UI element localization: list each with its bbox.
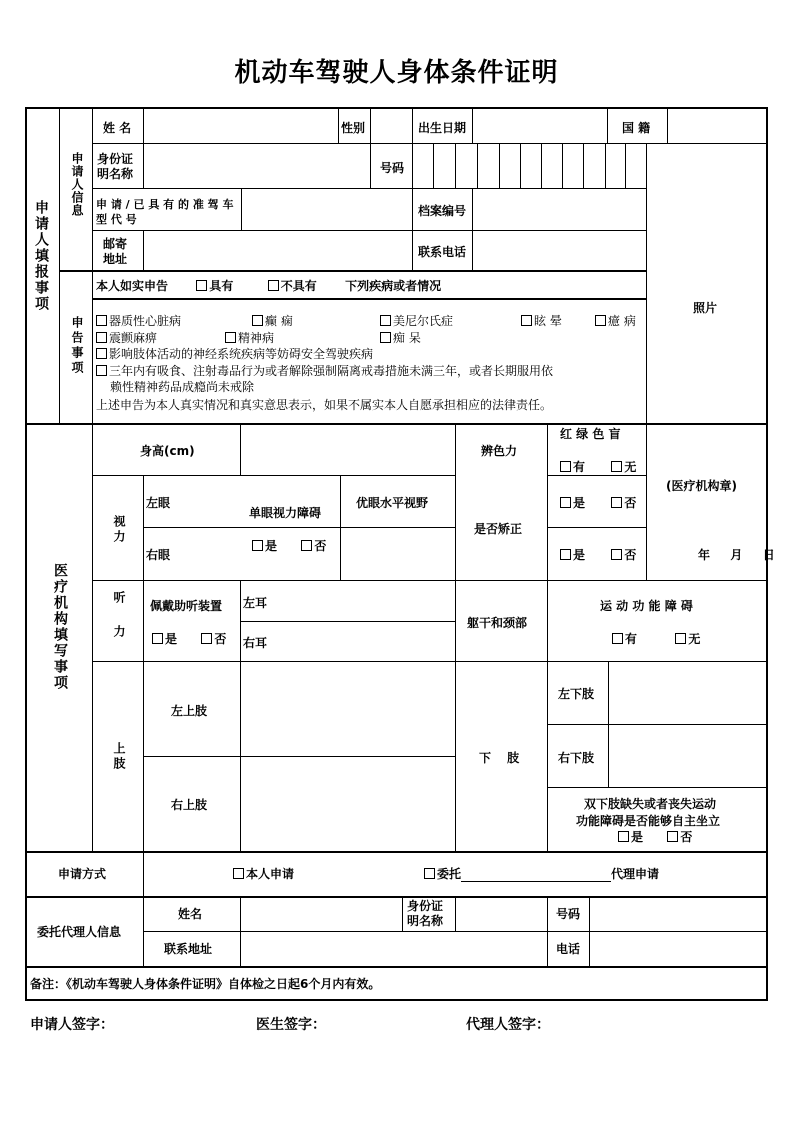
grid-line (92, 298, 646, 300)
agent-id-doc-label: 身份证明名称 (407, 899, 444, 928)
grid-line (472, 107, 473, 143)
left-lower-limb-label: 左下肢 (558, 687, 595, 701)
checkbox-tremor[interactable] (96, 332, 107, 343)
grid-line (562, 143, 563, 188)
checkbox-left-no[interactable] (611, 497, 622, 508)
grid-line (92, 230, 646, 231)
color-blind-label: 红 绿 色 盲 (560, 427, 621, 441)
checkbox-not-have[interactable] (268, 280, 279, 291)
left-yes-label: 是 (573, 496, 586, 510)
grid-line (547, 527, 646, 528)
hearing-label: 听力 (112, 591, 126, 659)
checkbox-heart[interactable] (96, 315, 107, 326)
id-doc-label: 身份证明名称 (97, 152, 134, 181)
applicant-signature-label: 申请人签字： (30, 1017, 114, 1033)
declare-have: 具有 (209, 279, 234, 293)
grid-line (520, 143, 521, 188)
birth-label: 出生日期 (418, 121, 467, 135)
disease-mental[interactable] (225, 331, 274, 346)
validity-note: 备注：《机动车驾驶人身体条件证明》自体检之日起6个月内有效。 (30, 977, 381, 991)
grid-line (338, 107, 339, 143)
name-label: 姓 名 (103, 121, 132, 135)
grid-line (240, 423, 241, 475)
checkbox-mental[interactable] (225, 332, 236, 343)
disease-meniere[interactable] (380, 314, 453, 329)
grid-line (412, 107, 413, 143)
disease-epilepsy-label: 癫 痫 (265, 314, 293, 328)
checkbox-self-apply[interactable] (233, 868, 244, 879)
grid-line (143, 230, 144, 270)
lower-limb-label: 下 肢 (479, 751, 526, 765)
grid-line (499, 143, 500, 188)
checkbox-color-none[interactable] (611, 461, 622, 472)
disease-tremor[interactable] (96, 331, 157, 346)
trunk-neck-label: 躯干和颈部 (467, 616, 528, 630)
visual-field-label: 优眼水平视野 (356, 496, 429, 510)
corrected-left-options (560, 496, 636, 511)
checkbox-sit-no[interactable] (667, 831, 678, 842)
disease-meniere-label: 美尼尔氏症 (393, 314, 454, 328)
color-blind-options (560, 460, 636, 475)
section-applicant-label: 申请人填报事项 (33, 200, 49, 312)
left-ear-label: 左耳 (243, 596, 268, 610)
agent-apply-label: 代理申请 (611, 867, 660, 881)
agent-name-blank[interactable] (461, 869, 611, 882)
checkbox-motor-none[interactable] (675, 633, 686, 644)
checkbox-entrust[interactable] (424, 868, 435, 879)
checkbox-epilepsy[interactable] (252, 315, 263, 326)
grid-line (143, 756, 455, 757)
grid-line (92, 661, 766, 662)
disease-dementia-label: 痴 呆 (393, 331, 421, 345)
grid-line (583, 143, 584, 188)
checkbox-aid-no[interactable] (201, 633, 212, 644)
license-class-label: 申 请 / 已 具 有 的 准 驾 车 型 代 号 (96, 198, 234, 226)
grid-line (547, 661, 548, 851)
entrust-option (424, 867, 659, 882)
agent-number-label: 号码 (556, 907, 581, 921)
grid-line (240, 896, 241, 966)
date-month-label: 月 (730, 548, 743, 562)
disease-neuro[interactable] (96, 347, 373, 362)
color-have-label: 有 (573, 460, 586, 474)
hearing-aid-label: 佩戴助听装置 (150, 599, 223, 613)
checkbox-mono-no[interactable] (301, 540, 312, 551)
grid-line (59, 107, 60, 423)
grid-line (402, 896, 403, 931)
group-declaration-label: 申告事项 (70, 316, 84, 376)
grid-line (589, 896, 590, 966)
date-day-label: 日 (762, 548, 775, 562)
disease-mental-label: 精神病 (238, 331, 275, 345)
both-lower-text-1: 双下肢缺失或者丧失运动 (584, 797, 717, 811)
disease-drug[interactable] (96, 364, 553, 379)
name-value-field[interactable] (145, 110, 335, 143)
left-eye-label: 左眼 (146, 496, 171, 510)
date-year-label: 年 (698, 548, 711, 562)
mono-yes-label: 是 (265, 539, 278, 553)
declare-prefix: 本人如实申告 (96, 279, 169, 293)
grid-line (455, 896, 456, 931)
grid-line (667, 107, 668, 143)
grid-line (607, 107, 608, 143)
grid-line (370, 107, 371, 143)
hearing-aid-options (152, 632, 226, 647)
entrust-label: 委托 (437, 867, 462, 881)
section-medical-label: 医疗机构填写事项 (52, 563, 68, 691)
stamp-date (698, 548, 775, 563)
self-apply-label: 本人申请 (246, 867, 295, 881)
grid-line (92, 143, 766, 144)
file-number-label: 档案编号 (418, 204, 467, 218)
grid-line (455, 143, 456, 188)
disease-neuro-label: 影响肢体活动的神经系统疾病等妨碍安全驾驶疾病 (109, 347, 374, 361)
grid-line (92, 188, 646, 189)
grid-line (646, 143, 647, 423)
checkbox-sit-yes[interactable] (618, 831, 629, 842)
declaration-line (96, 279, 441, 294)
disease-tremor-label: 震颤麻痹 (109, 331, 158, 345)
checkbox-mono-yes[interactable] (252, 540, 263, 551)
upper-limb-label: 上肢 (112, 742, 126, 772)
grid-line (370, 143, 371, 188)
corrected-label: 是否矫正 (474, 522, 523, 536)
right-no-label: 否 (624, 548, 637, 562)
checkbox-neuro[interactable] (96, 348, 107, 359)
checkbox-right-no[interactable] (611, 549, 622, 560)
left-no-label: 否 (624, 496, 637, 510)
color-none-label: 无 (624, 460, 637, 474)
grid-line (412, 143, 413, 188)
motor-options (612, 632, 700, 647)
checkbox-meniere[interactable] (380, 315, 391, 326)
grid-line (455, 423, 456, 580)
checkbox-color-have[interactable] (560, 461, 571, 472)
address-label: 邮寄地址 (103, 237, 128, 266)
grid-line (25, 107, 768, 109)
right-eye-label: 右眼 (146, 548, 171, 562)
checkbox-aid-yes[interactable] (152, 633, 163, 644)
grid-line (92, 107, 93, 423)
grid-line (412, 188, 413, 270)
apply-method-label: 申请方式 (58, 867, 107, 881)
checkbox-motor-have[interactable] (612, 633, 623, 644)
grid-line (547, 787, 766, 788)
group-applicant-info-label: 申请人信息 (70, 152, 84, 217)
id-number-label: 号码 (380, 161, 405, 175)
grid-line (547, 423, 548, 580)
grid-line (472, 188, 473, 270)
agent-signature-label: 代理人签字： (466, 1017, 550, 1033)
grid-line (547, 475, 646, 476)
declaration-statement: 上述申告为本人真实情况和真实意思表示，如果不属实本人自愿承担相应的法律责任。 (96, 398, 553, 412)
checkbox-drug[interactable] (96, 365, 107, 376)
motor-impairment-label: 运 动 功 能 障 碍 (600, 599, 693, 613)
both-lower-text-2: 功能障碍是否能够自主坐立 (576, 814, 721, 828)
doctor-signature-label: 医生签字： (256, 1017, 326, 1033)
aid-no-label: 否 (214, 632, 227, 646)
grid-line (455, 580, 456, 661)
agent-name-label: 姓名 (178, 907, 203, 921)
agent-info-label: 委托代理人信息 (37, 925, 122, 939)
grid-line (340, 527, 455, 528)
disease-hysteria-label: 癔 病 (608, 314, 636, 328)
mono-vision-label: 单眼视力障碍 (249, 506, 322, 520)
grid-line (477, 143, 478, 188)
disease-epilepsy[interactable] (252, 314, 293, 329)
checkbox-left-yes[interactable] (560, 497, 571, 508)
grid-line (25, 851, 766, 853)
disease-heart[interactable] (96, 314, 181, 329)
checkbox-dementia[interactable] (380, 332, 391, 343)
disease-drug-label-2: 赖性精神药品成瘾尚未戒除 (110, 380, 255, 394)
stamp-label: (医疗机构章) (666, 479, 737, 493)
right-upper-limb-label: 右上肢 (171, 798, 208, 812)
color-vision-label: 辨色力 (481, 444, 518, 458)
grid-line (143, 107, 144, 143)
vision-label: 视力 (112, 515, 126, 545)
grid-line (143, 851, 144, 966)
gender-label: 性别 (341, 121, 366, 135)
self-apply-option (233, 867, 294, 882)
disease-vertigo-label: 眩 晕 (534, 314, 562, 328)
nationality-label: 国 籍 (622, 121, 651, 135)
grid-line (25, 423, 766, 425)
checkbox-right-yes[interactable] (560, 549, 571, 560)
grid-line (59, 270, 646, 272)
disease-vertigo[interactable] (521, 314, 562, 329)
mono-no-label: 否 (314, 539, 327, 553)
grid-line (92, 580, 766, 581)
grid-line (241, 188, 242, 230)
grid-line (143, 931, 766, 932)
right-lower-limb-label: 右下肢 (558, 751, 595, 765)
grid-line (92, 423, 93, 851)
grid-line (240, 621, 455, 622)
aid-yes-label: 是 (165, 632, 178, 646)
grid-line (143, 580, 144, 661)
grid-line (433, 143, 434, 188)
height-label: 身高(cm) (140, 444, 195, 458)
disease-hysteria[interactable] (595, 314, 636, 329)
grid-line (25, 107, 27, 1000)
disease-drug-label-1: 三年内有吸食、注射毒品行为或者解除强制隔离戒毒措施未满三年，或者长期服用依 (109, 364, 554, 378)
grid-line (25, 896, 766, 898)
sit-no-label: 否 (680, 830, 693, 844)
grid-line (605, 143, 606, 188)
grid-line (143, 143, 144, 188)
grid-line (92, 475, 455, 476)
grid-line (25, 966, 766, 968)
motor-none-label: 无 (688, 632, 701, 646)
motor-have-label: 有 (625, 632, 638, 646)
grid-line (646, 423, 647, 580)
grid-line (455, 661, 456, 851)
disease-heart-label: 器质性心脏病 (109, 314, 182, 328)
grid-line (547, 724, 766, 725)
disease-dementia[interactable] (380, 331, 421, 346)
checkbox-hysteria[interactable] (595, 315, 606, 326)
agent-address-label: 联系地址 (164, 942, 213, 956)
grid-line (25, 999, 768, 1001)
grid-line (547, 896, 548, 966)
declare-suffix: 下列疾病或者情况 (345, 279, 442, 293)
sit-yes-label: 是 (631, 830, 644, 844)
declare-not-have: 不具有 (280, 279, 317, 293)
right-yes-label: 是 (573, 548, 586, 562)
photo-label: 照片 (693, 301, 718, 315)
grid-line (625, 143, 626, 188)
agent-phone-label: 电话 (556, 942, 581, 956)
contact-phone-label: 联系电话 (418, 245, 467, 259)
left-upper-limb-label: 左上肢 (171, 704, 208, 718)
corrected-right-options (560, 548, 636, 563)
grid-line (547, 580, 548, 661)
checkbox-vertigo[interactable] (521, 315, 532, 326)
checkbox-have[interactable] (196, 280, 207, 291)
grid-line (541, 143, 542, 188)
mono-vision-options (252, 539, 326, 554)
page-title: 机动车驾驶人身体条件证明 (234, 58, 559, 88)
both-lower-options (618, 830, 692, 845)
right-ear-label: 右耳 (243, 636, 268, 650)
